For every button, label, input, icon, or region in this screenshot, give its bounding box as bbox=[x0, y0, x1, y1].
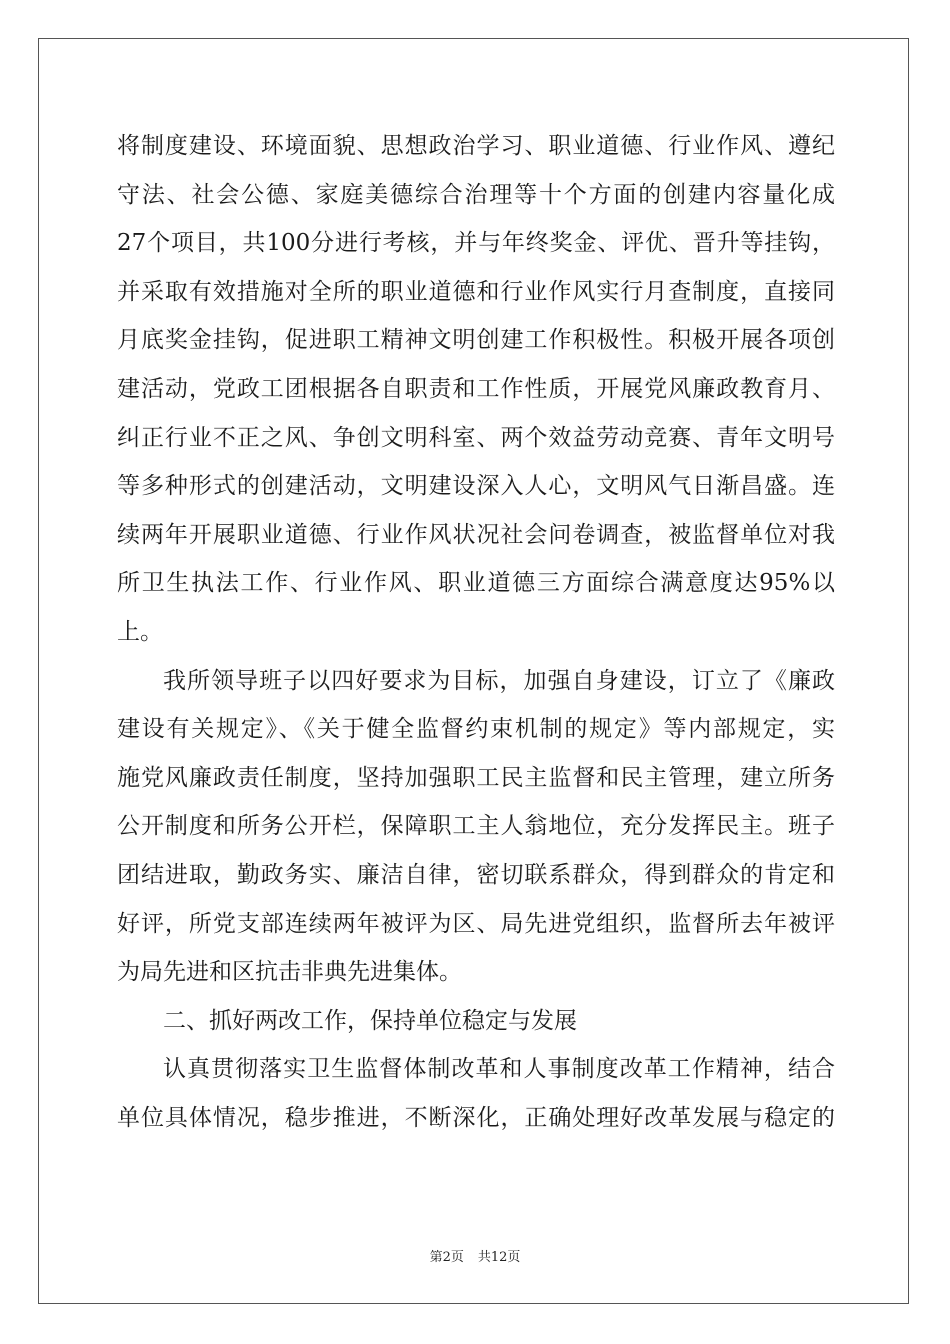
paragraph-1 bbox=[117, 122, 835, 657]
text-line: 我所领导班子以四好要求为目标，加强自身建设，订立了《廉政 bbox=[163, 667, 835, 694]
text-line: 建设有关规定》、《关于健全监督约束机制的规定》等内部规定，实 bbox=[117, 716, 835, 743]
section-heading bbox=[117, 997, 835, 1046]
text-line: 月底奖金挂钩，促进职工精神文明创建工作积极性。积极开展各项创 bbox=[117, 327, 835, 354]
current-page-label: 第2页 bbox=[429, 1250, 464, 1265]
text-line: 团结进取，勤政务实、廉洁自律，密切联系群众，得到群众的肯定和 bbox=[117, 861, 835, 888]
text-line: 并采取有效措施对全所的职业道德和行业作风实行月查制度，直接同 bbox=[117, 278, 835, 305]
text-line: 等多种形式的创建活动，文明建设深入人心，文明风气日渐昌盛。连 bbox=[117, 473, 835, 500]
text-line: 纠正行业不正之风、争创文明科室、两个效益劳动竞赛、青年文明号 bbox=[117, 424, 835, 451]
text-line: 所卫生执法工作、行业作风、职业道德三方面综合满意度达95%以 bbox=[117, 570, 835, 597]
text-line: 上。 bbox=[117, 618, 163, 645]
page-footer bbox=[0, 1246, 950, 1265]
document-body bbox=[117, 122, 835, 1142]
heading-line: 二、抓好两改工作，保持单位稳定与发展 bbox=[163, 1007, 577, 1034]
text-line: 将制度建设、环境面貌、思想政治学习、职业道德、行业作风、遵纪 bbox=[117, 133, 835, 159]
text-line: 续两年开展职业道德、行业作风状况社会问卷调查，被监督单位对我 bbox=[117, 521, 835, 548]
paragraph-2 bbox=[117, 657, 835, 997]
text-line: 施党风廉政责任制度，坚持加强职工民主监督和民主管理，建立所务 bbox=[117, 764, 835, 791]
text-line: 认真贯彻落实卫生监督体制改革和人事制度改革工作精神，结合 bbox=[163, 1056, 835, 1083]
text-line: 单位具体情况，稳步推进，不断深化，正确处理好改革发展与稳定的 bbox=[117, 1104, 835, 1131]
text-line: 27个项目，共100分进行考核，并与年终奖金、评优、晋升等挂钩， bbox=[117, 230, 835, 257]
text-line: 建活动，党政工团根据各自职责和工作性质，开展党风廉政教育月、 bbox=[117, 375, 835, 402]
text-line: 守法、社会公德、家庭美德综合治理等十个方面的创建内容量化成 bbox=[117, 181, 835, 208]
paragraph-3 bbox=[117, 1045, 835, 1142]
text-line: 公开制度和所务公开栏，保障职工主人翁地位，充分发挥民主。班子 bbox=[117, 813, 835, 840]
total-pages-label: 共12页 bbox=[477, 1250, 521, 1265]
text-line: 好评，所党支部连续两年被评为区、局先进党组织，监督所去年被评 bbox=[117, 910, 835, 937]
text-line: 为局先进和区抗击非典先进集体。 bbox=[117, 959, 462, 986]
